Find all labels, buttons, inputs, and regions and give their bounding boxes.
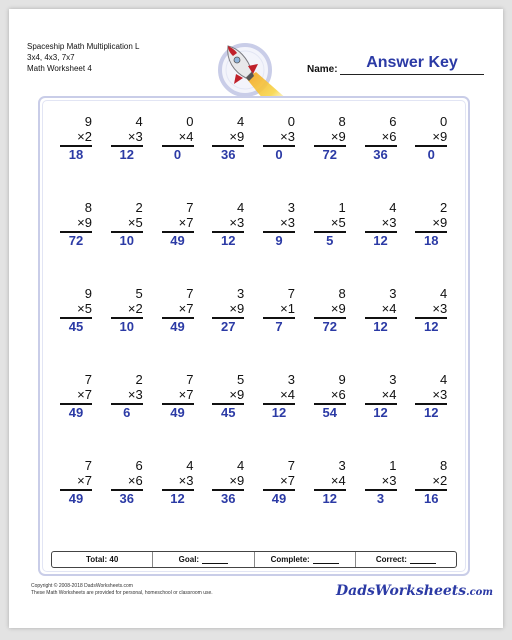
problem-body	[162, 114, 194, 162]
answer: 72	[322, 318, 337, 334]
multiplicand: 3	[338, 458, 346, 473]
problem-body	[162, 200, 194, 248]
problem-body	[162, 458, 194, 506]
answer: 45	[221, 404, 236, 420]
multiplicand: 4	[135, 114, 143, 129]
answer: 36	[221, 146, 236, 162]
problem-body	[111, 200, 143, 248]
multiplier: ×1	[280, 301, 295, 316]
multiplier: ×9	[330, 129, 346, 144]
multiplicand: 8	[338, 114, 346, 129]
multiplicand: 2	[135, 200, 143, 215]
multiplier: ×3	[127, 387, 143, 402]
multiplier: ×9	[432, 129, 448, 144]
goal-line[interactable]	[202, 555, 228, 564]
problem	[198, 114, 249, 200]
multiplicand: 6	[135, 458, 143, 473]
problem-body	[60, 114, 92, 162]
multiplicand: 4	[237, 114, 245, 129]
multiplier: ×5	[330, 215, 346, 230]
multiplier: ×9	[330, 301, 346, 316]
answer: 12	[322, 490, 337, 506]
worksheet-number: Math Worksheet 4	[27, 64, 92, 73]
answer: 72	[322, 146, 337, 162]
problem	[300, 114, 351, 200]
answer: 12	[424, 404, 439, 420]
multiplicand: 6	[389, 114, 397, 129]
answer: 5	[326, 232, 334, 248]
multiplier: ×7	[178, 301, 194, 316]
multiplier: ×4	[280, 387, 295, 402]
multiplier: ×3	[280, 215, 295, 230]
multiplier: ×3	[432, 301, 448, 316]
problem	[148, 372, 199, 458]
multiplicand: 8	[440, 458, 448, 473]
multiplicand: 7	[186, 286, 194, 301]
multiplicand: 4	[186, 458, 194, 473]
multiplicand: 0	[440, 114, 448, 129]
multiplicand: 5	[237, 372, 245, 387]
worksheet-facts: 3x4, 4x3, 7x7	[27, 53, 75, 62]
multiplicand: 5	[135, 286, 143, 301]
logo-text: DadsWorksheets	[336, 583, 467, 599]
multiplicand: 4	[389, 200, 397, 215]
multiplier: ×9	[77, 215, 92, 230]
problem-body	[263, 114, 295, 162]
multiplier: ×2	[77, 129, 92, 144]
answer: 18	[68, 146, 84, 162]
multiplicand: 4	[237, 458, 245, 473]
multiplicand: 1	[338, 200, 346, 215]
multiplicand: 7	[186, 200, 194, 215]
answer: 7	[275, 318, 283, 334]
problem-body	[263, 286, 295, 334]
multiplicand: 7	[84, 372, 92, 387]
multiplicand: 7	[287, 458, 295, 473]
goal-label: Goal:	[178, 555, 200, 564]
multiplicand: 2	[135, 372, 143, 387]
problem	[198, 372, 249, 458]
answer: 9	[275, 232, 283, 248]
answer: 36	[373, 146, 388, 162]
multiplicand: 4	[237, 200, 245, 215]
problem-body	[263, 200, 295, 248]
problem	[351, 200, 402, 286]
multiplier: ×2	[432, 473, 448, 488]
problem	[97, 372, 148, 458]
answer: 36	[221, 490, 236, 506]
complete-cell	[255, 552, 356, 567]
multiplicand: 0	[287, 114, 295, 129]
complete-label: Complete:	[270, 555, 310, 564]
problem	[97, 458, 148, 544]
usage-line: These Math Worksheets are provided for personal, homeschool or classroom use.	[31, 590, 213, 596]
problem	[401, 114, 452, 200]
problem	[401, 372, 452, 458]
problem-body	[111, 286, 143, 334]
problem	[198, 458, 249, 544]
problem-body	[111, 372, 143, 420]
answer: 27	[221, 318, 236, 334]
answer: 3	[376, 490, 385, 506]
problem-body	[314, 200, 346, 248]
multiplicand: 3	[287, 372, 295, 387]
problem-body	[60, 286, 92, 334]
problem	[351, 372, 402, 458]
multiplicand: 9	[338, 372, 346, 387]
problem	[401, 286, 452, 372]
answer: 49	[170, 232, 185, 248]
answer: 12	[170, 490, 185, 506]
answer: 0	[173, 146, 182, 162]
multiplier: ×7	[178, 215, 194, 230]
problem	[249, 114, 300, 200]
multiplier: ×9	[229, 387, 245, 402]
multiplier: ×3	[127, 129, 143, 144]
answer: 12	[373, 232, 388, 248]
worksheet-title: Spaceship Math Multiplication L	[27, 42, 140, 51]
answer: 12	[373, 318, 388, 334]
multiplicand: 1	[389, 458, 397, 473]
problem	[198, 200, 249, 286]
answer: 12	[119, 146, 134, 162]
answer: 0	[427, 146, 435, 162]
problem-body	[365, 372, 397, 420]
multiplicand: 9	[84, 114, 92, 129]
answer: 0	[275, 146, 283, 162]
multiplier: ×5	[127, 215, 143, 230]
multiplier: ×2	[127, 301, 143, 316]
multiplicand: 3	[389, 286, 397, 301]
multiplicand: 2	[440, 200, 448, 215]
multiplier: ×7	[280, 473, 295, 488]
answer: 12	[424, 318, 439, 334]
multiplicand: 7	[186, 372, 194, 387]
answer: 49	[271, 490, 287, 506]
problem	[249, 372, 300, 458]
answer: 45	[68, 318, 84, 334]
multiplicand: 8	[338, 286, 346, 301]
total-label: Total: 40	[85, 555, 119, 564]
problem-body	[212, 200, 244, 248]
multiplier: ×3	[280, 129, 295, 144]
problem-body	[212, 372, 244, 420]
problem-body	[263, 458, 295, 506]
problem-body	[365, 458, 397, 506]
multiplicand: 7	[287, 286, 295, 301]
answer: 36	[119, 490, 134, 506]
problem	[351, 286, 402, 372]
multiplier: ×3	[432, 387, 448, 402]
problem-body	[365, 200, 397, 248]
problem	[46, 200, 97, 286]
multiplier: ×7	[77, 473, 92, 488]
problem-body	[60, 200, 92, 248]
problem-body	[111, 458, 143, 506]
multiplier: ×3	[229, 215, 245, 230]
problem-body	[415, 200, 447, 248]
score-bar	[51, 551, 457, 568]
problem	[46, 114, 97, 200]
problem-body	[365, 286, 397, 334]
problem	[300, 200, 351, 286]
complete-line[interactable]	[313, 555, 339, 564]
problem-body	[212, 458, 244, 506]
problem-body	[314, 286, 346, 334]
multiplicand: 3	[389, 372, 397, 387]
answer: 16	[424, 490, 439, 506]
answer: 49	[68, 490, 84, 506]
answer: 49	[170, 318, 185, 334]
multiplier: ×6	[127, 473, 143, 488]
problem	[97, 286, 148, 372]
answer: 72	[68, 232, 84, 248]
problem-body	[415, 458, 447, 506]
multiplicand: 4	[440, 372, 448, 387]
logo-suffix: .com	[466, 587, 493, 598]
problem-body	[60, 458, 92, 506]
problem	[300, 458, 351, 544]
multiplicand: 3	[237, 286, 245, 301]
answer: 12	[271, 404, 287, 420]
multiplicand: 3	[287, 200, 295, 215]
answer: 54	[322, 404, 337, 420]
problem	[198, 286, 249, 372]
problem-body	[365, 114, 397, 162]
multiplier: ×6	[330, 387, 346, 402]
problem	[46, 372, 97, 458]
answer: 6	[123, 404, 131, 420]
problem	[300, 286, 351, 372]
multiplier: ×9	[229, 301, 245, 316]
multiplicand: 9	[84, 286, 92, 301]
multiplier: ×3	[381, 473, 397, 488]
multiplier: ×5	[77, 301, 92, 316]
problem-body	[415, 286, 447, 334]
problem-body	[263, 372, 295, 420]
problem-body	[314, 372, 346, 420]
problem-body	[415, 372, 447, 420]
problem	[97, 114, 148, 200]
correct-label: Correct:	[375, 555, 407, 564]
answer: 18	[424, 232, 439, 248]
name-label: Name:	[307, 64, 338, 75]
multiplicand: 0	[186, 114, 194, 129]
multiplier: ×4	[330, 473, 346, 488]
correct-line[interactable]	[410, 555, 436, 564]
multiplicand: 8	[84, 200, 92, 215]
multiplier: ×7	[178, 387, 194, 402]
name-line	[340, 74, 484, 75]
multiplier: ×4	[381, 387, 397, 402]
total-cell	[52, 552, 153, 567]
answer-key-title: Answer Key	[366, 54, 458, 71]
goal-cell	[153, 552, 254, 567]
dadsworksheets-logo[interactable]	[336, 583, 493, 599]
problem	[249, 200, 300, 286]
problem-body	[314, 114, 346, 162]
answer: 49	[170, 404, 185, 420]
problem-body	[212, 114, 244, 162]
problems-grid	[46, 114, 452, 544]
multiplier: ×3	[381, 215, 397, 230]
problem	[97, 200, 148, 286]
problem	[249, 286, 300, 372]
problem-body	[60, 372, 92, 420]
problem	[148, 200, 199, 286]
multiplier: ×9	[229, 473, 245, 488]
problem-body	[111, 114, 143, 162]
problem	[351, 114, 402, 200]
multiplier: ×7	[77, 387, 92, 402]
problem-body	[314, 458, 346, 506]
multiplicand: 7	[84, 458, 92, 473]
problem	[401, 200, 452, 286]
problem	[46, 458, 97, 544]
answer: 49	[68, 404, 84, 420]
problem-body	[162, 286, 194, 334]
problem-body	[212, 286, 244, 334]
multiplier: ×9	[229, 129, 245, 144]
correct-cell	[356, 552, 456, 567]
problem	[401, 458, 452, 544]
answer: 12	[221, 232, 236, 248]
multiplier: ×9	[432, 215, 448, 230]
multiplier: ×3	[178, 473, 194, 488]
problem	[249, 458, 300, 544]
multiplier: ×4	[178, 129, 194, 144]
problem-body	[415, 114, 447, 162]
multiplier: ×6	[381, 129, 397, 144]
problem	[351, 458, 402, 544]
problem	[148, 458, 199, 544]
copyright-line: Copyright © 2008-2018 DadsWorksheets.com	[31, 583, 133, 589]
problem-body	[162, 372, 194, 420]
answer: 10	[119, 318, 134, 334]
problem	[148, 114, 199, 200]
multiplicand: 4	[440, 286, 448, 301]
answer: 10	[119, 232, 134, 248]
problem	[46, 286, 97, 372]
answer: 12	[373, 404, 388, 420]
problem	[300, 372, 351, 458]
problem	[148, 286, 199, 372]
multiplier: ×4	[381, 301, 397, 316]
